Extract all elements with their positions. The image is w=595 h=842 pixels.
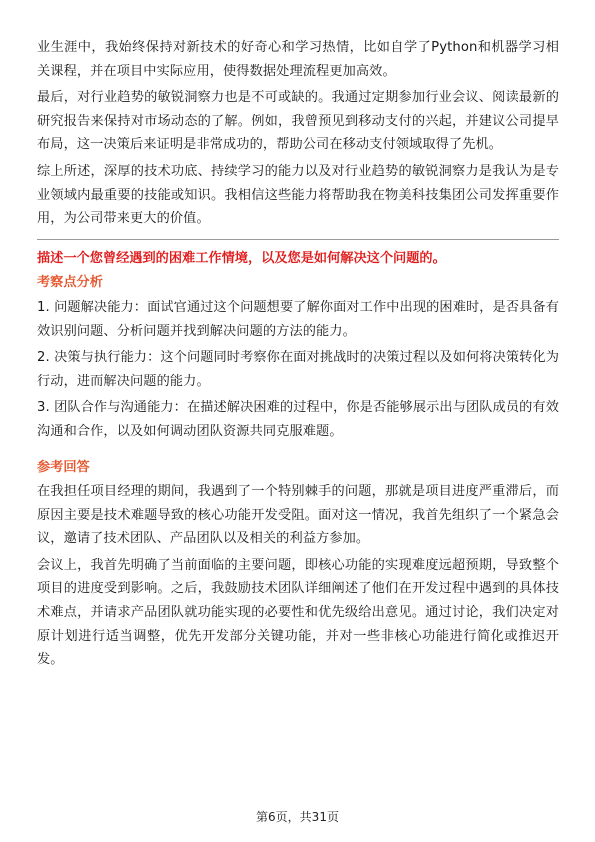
analysis-item: 3. 团队合作与沟通能力：在描述解决困难的过程中，你是否能够展示出与团队成员的有效沟通和合作，以及如何调动团队资源共同克服难题。 [37,400,559,439]
document-page [37,36,559,675]
intro-paragraph: 综上所述，深厚的技术功底、持续学习的能力以及对行业趋势的敏锐洞察力是我认为是专业领域内最重要的技能或知识。我相信这些能力将帮助我在物美科技集团公司发挥重要作用，为公司带来更大的价值。 [37,163,559,227]
reference-paragraph: 在我担任项目经理的期间，我遇到了一个特别棘手的问题，那就是项目进度严重滞后，而原因主要是技术难题导致的核心功能开发受阻。面对这一情况，我首先组织了一个紧急会议，邀请了技术团队、产品团队以及相关的利益方参加。 [37,484,559,547]
intro-paragraph: 业生涯中，我始终保持对新技术的好奇心和学习热情，比如自学了Python和机器学习相关课程，并在项目中实际应用，使得数据处理流程更加高效。 [37,40,559,79]
reference-heading: 参考回答 [37,459,90,475]
analysis-heading: 考察点分析 [37,275,103,291]
section-divider [37,239,559,240]
page-number: 第6页，共31页 [256,810,339,824]
analysis-item: 1. 问题解决能力：面试官通过这个问题想要了解你面对工作中出现的困难时，是否具备有效识别问题、分析问题并找到解决问题的方法的能力。 [37,299,559,339]
section-spacer [37,447,559,456]
interview-question: 描述一个您曾经遇到的困难工作情境，以及您是如何解决这个问题的。 [37,250,446,266]
reference-paragraph: 会议上，我首先明确了当前面临的主要问题，即核心功能的实现难度远超预期，导致整个项目的进度受到影响。之后，我鼓励技术团队详细阐述了他们在开发过程中遇到的具体技术难点，并请求产品团队就功能实现的必要性和优先级给出意见。通过讨论，我们决定对原计划进行适当调整，优先开发部分关键功能，并对一些非核心功能进行简化或推迟开发。 [37,557,559,668]
intro-paragraph: 最后，对行业趋势的敏锐洞察力也是不可或缺的。我通过定期参加行业会议、阅读最新的研究报告来保持对市场动态的了解。例如，我曾预见到移动支付的兴起，并建议公司提早布局，这一决策后来证明是非常成功的，帮助公司在移动支付领域取得了先机。 [37,90,559,153]
analysis-item: 2. 决策与执行能力：这个问题同时考察你在面对挑战时的决策过程以及如何将决策转化为行动，进而解决问题的能力。 [37,350,559,389]
